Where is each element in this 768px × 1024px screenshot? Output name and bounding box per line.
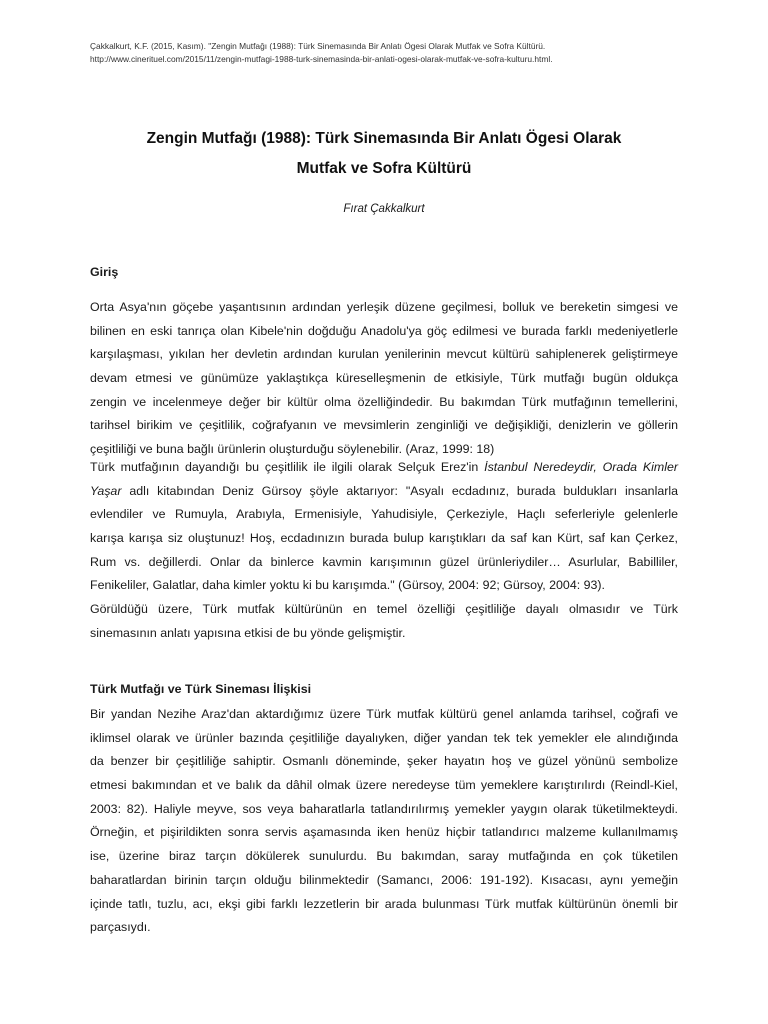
text-line: Görüldüğü üzere, Türk mutfak kültürünün en temel özelliği çeşitliliğe dayalı olmasıdır ve Türk bbox=[90, 602, 678, 616]
text-line: ise, üzerine biraz tarçın dökülerek sunulurdu. Bu bakımdan, saray mutfağında en çok tüketilen bbox=[90, 849, 678, 864]
citation-line: Çakkalkurt, K.F. (2015, Kasım). "Zengin Mutfağı (1988): Türk Sinemasında Bir Anlatı Ögesi Olarak Mutfak ve Sofra Kültürü. bbox=[90, 41, 546, 51]
paragraph bbox=[90, 598, 678, 645]
title-line: Zengin Mutfağı (1988): Türk Sinemasında Bir Anlatı Ögesi Olarak bbox=[146, 130, 622, 147]
title-line: Mutfak ve Sofra Kültürü bbox=[296, 160, 472, 177]
text-line: evlendiler ve Rumuyla, Arabıyla, Ermenisiyle, Yahudisiyle, Çerkeziyle, Haçlı seferleriyle gelenlerle bbox=[90, 507, 678, 522]
citation-header bbox=[90, 40, 690, 66]
author-name: Fırat Çakkalkurt bbox=[343, 203, 425, 215]
text-line: Örneğin, et pişirildikten sonra servis aşamasında iken henüz hiçbir tatlandırıcı malzeme kullanılmamış bbox=[90, 825, 678, 840]
text-run: Türk mutfağının dayandığı bu çeşitlilik ile ilgili olarak Selçuk Erez'in bbox=[90, 460, 485, 474]
page-title bbox=[90, 124, 678, 184]
book-title: Yaşar bbox=[90, 483, 122, 498]
text-line bbox=[90, 456, 678, 480]
text-line: tarihsel birikim ve çeşitlilik, coğrafyanın ve mevsimlerin zenginliği ve değişikliği, denizlerin ve göllerin bbox=[90, 418, 678, 433]
section-heading-turk-mutfagi: Türk Mutfağı ve Türk Sineması İlişkisi bbox=[90, 682, 312, 696]
text-line: Bir yandan Nezihe Araz'dan aktardığımız üzere Türk mutfak kültürü genel anlamda tarihsel, coğrafi ve bbox=[90, 707, 678, 721]
text-run: adlı kitabından Deniz Gürsoy şöyle aktarıyor: "Asyalı ecdadınız, burada buldukları insanlarla bbox=[121, 483, 678, 498]
paragraph bbox=[90, 703, 678, 940]
text-line: Rum vs. değillerdi. Onlar da binlerce kavmin karışımının güzel ürünleriydiler… Asurlular, Babilliler, bbox=[90, 554, 678, 569]
text-line: baharatlardan birinin tarçın olduğu bilinmektedir (Samancı, 2006: 191-192). Kısacası, aynı yemeğin bbox=[90, 872, 678, 887]
paragraph bbox=[90, 296, 678, 462]
text-line: etmesi bakımından et ve balık da dâhil olmak üzere neredeyse tüm yemeklere karıştırılırdı (Reindl-Kiel, bbox=[90, 778, 678, 793]
citation-url: http://www.cinerituel.com/2015/11/zengin-mutfagi-1988-turk-sinemasinda-bir-anlati-ogesi-olarak-mutfak-ve-sofra-kulturu.html. bbox=[90, 54, 553, 64]
text-line: sinemasının anlatı yapısına etkisi de bu yönde gelişmiştir. bbox=[90, 625, 406, 640]
text-line: parçasıydı. bbox=[90, 920, 151, 935]
text-line: Orta Asya'nın göçebe yaşantısının ardından yerleşik düzene geçilmesi, bolluk ve bereketin simgesi ve bbox=[90, 300, 678, 314]
text-line: zengin ve incelenmeye değer bir kültür olma özelliğindedir. Bu bakımdan Türk mutfağının temellerini, bbox=[90, 394, 678, 409]
text-line bbox=[90, 480, 678, 504]
text-line: karşılaşması, yıkılan her devletin ardından kurulan yenilerinin mevcut kültürü sahiplenerek geliştirmeye bbox=[90, 347, 678, 362]
book-title: İstanbul Neredeydir, Orada Kimler bbox=[484, 460, 678, 474]
text-line: da benzer bir çeşitliliğe sahiptir. Osmanlı döneminde, şeker hayatın hoş ve güzel yönünü sembolize bbox=[90, 754, 678, 769]
paragraph bbox=[90, 456, 678, 598]
text-line: içinde tatlı, tuzlu, acı, ekşi gibi farklı lezzetlerin bir arada bulunması Türk mutfak kültürünün önemli bir bbox=[90, 896, 678, 911]
text-line: 2003: 82). Haliyle meyve, sos veya baharatlarla tatlandırılırmış yemekler yaygın olarak tüketilmekteydi. bbox=[90, 801, 678, 816]
text-line: karışa karışa siz oluştunuz! Hoş, ecdadınızın burada bulup karıştıkları da saf kan Kürt, saf kan Çerkez, bbox=[90, 531, 678, 546]
text-line: çeşitliliği ve buna bağlı ürünlerin oluşturduğu söylenebilir. (Araz, 1999: 18) bbox=[90, 442, 495, 457]
text-line: bilinen en eski tanrıça olan Kibele'nin doğduğu Anadolu'ya göç edilmesi ve burada farklı medeniyetlerle bbox=[90, 323, 678, 338]
text-line: Fenikeliler, Galatlar, daha kimler yoktu ki bu karışımda." (Gürsoy, 2004: 92; Gürsoy, 2004: 93). bbox=[90, 578, 605, 593]
text-line: devam etmesi ve günümüze yaklaştıkça küreselleşmenin de etkisiyle, Türk mutfağı bugün oldukça bbox=[90, 371, 678, 386]
text-line: iklimsel olarak ve ürünler bazında çeşitliliğe dayalıyken, diğer yandan tek tek yemekler ele alındığında bbox=[90, 730, 678, 745]
section-heading-giris: Giriş bbox=[90, 265, 119, 279]
